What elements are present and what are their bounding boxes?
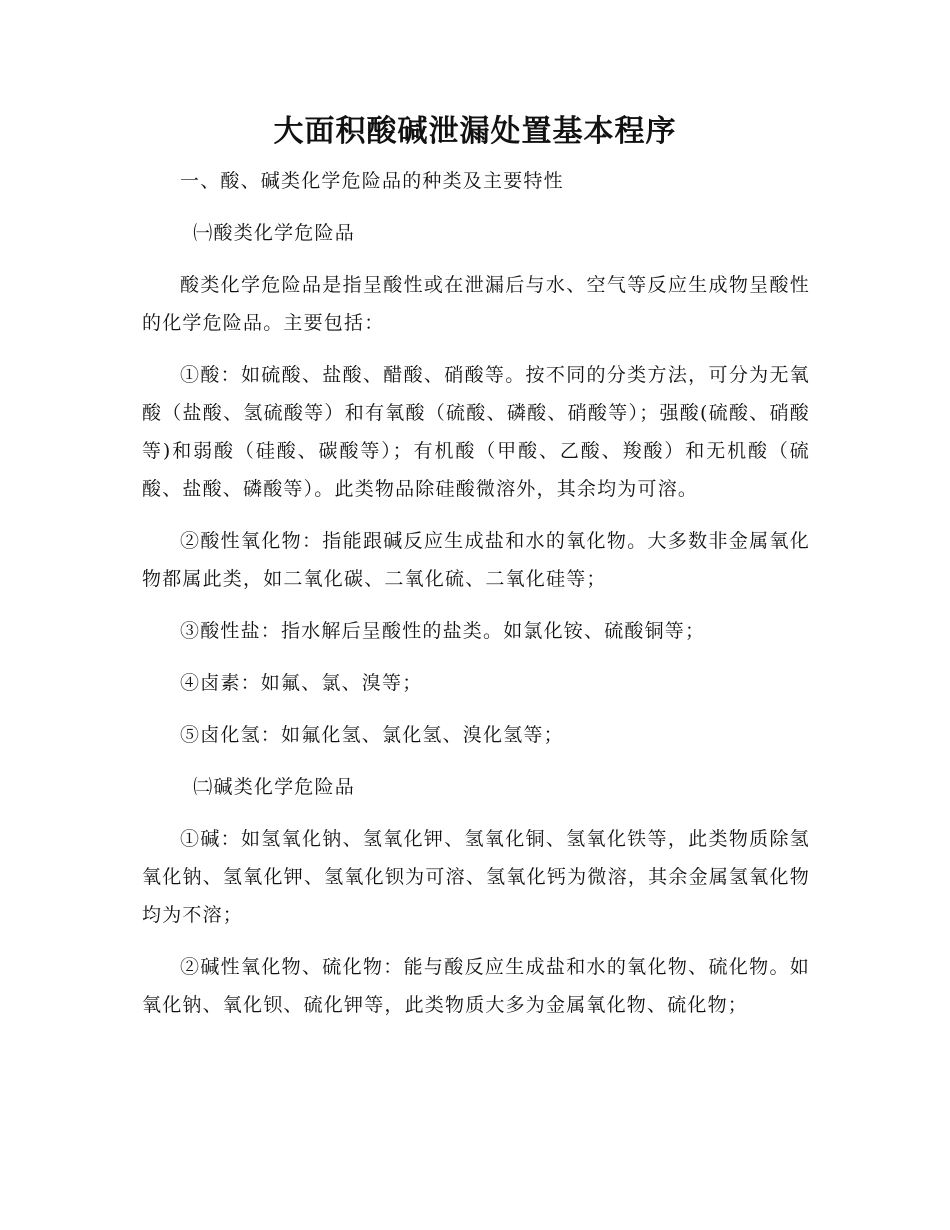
subsection-heading-acid: ㈠酸类化学危险品 (193, 222, 355, 244)
subsection-heading-base: ㈡碱类化学危险品 (193, 776, 355, 798)
section-heading-1: 一、酸、碱类化学危险品的种类及主要特性 (180, 170, 564, 192)
paragraph-acid-4: ④卤素：如氟、氯、溴等； (180, 672, 423, 694)
paragraph-acid-5: ⑤卤化氢：如氟化氢、氯化氢、溴化氢等； (180, 724, 564, 746)
paragraph-base-2: ②碱性氧化物、硫化物：能与酸反应生成盐和水的氧化物、硫化物。如氧化钠、氧化钡、硫化钾等，此类物质大多为金属氧化物、硫化物； (142, 956, 810, 1016)
document-body (142, 162, 810, 1024)
paragraph-acid-1: ①酸：如硫酸、盐酸、醋酸、硝酸等。按不同的分类方法，可分为无氧酸（盐酸、氢硫酸等）和有氧酸（硫酸、磷酸、硝酸等）；强酸(硫酸、硝酸等)和弱酸（硅酸、碳酸等）；有机酸（甲酸、乙酸、羧酸）和无机酸（硫酸、盐酸、磷酸等）。此类物品除硅酸微溶外，其余均为可溶。 (142, 364, 810, 500)
document-title: 大面积酸碱泄漏处置基本程序 (273, 114, 677, 149)
paragraph-acid-3: ③酸性盐：指水解后呈酸性的盐类。如氯化铵、硫酸铜等； (180, 620, 706, 642)
paragraph-base-1: ①碱：如氢氧化钠、氢氧化钾、氢氧化铜、氢氧化铁等，此类物质除氢氧化钠、氢氧化钾、氢氧化钡为可溶、氢氧化钙为微溶，其余金属氢氧化物均为不溶； (142, 828, 810, 926)
paragraph-acid-2: ②酸性氧化物：指能跟碱反应生成盐和水的氧化物。大多数非金属氧化物都属此类，如二氧化碳、二氧化硫、二氧化硅等； (142, 530, 810, 590)
paragraph-acid-intro: 酸类化学危险品是指呈酸性或在泄漏后与水、空气等反应生成物呈酸性的化学危险品。主要包括： (142, 274, 810, 334)
